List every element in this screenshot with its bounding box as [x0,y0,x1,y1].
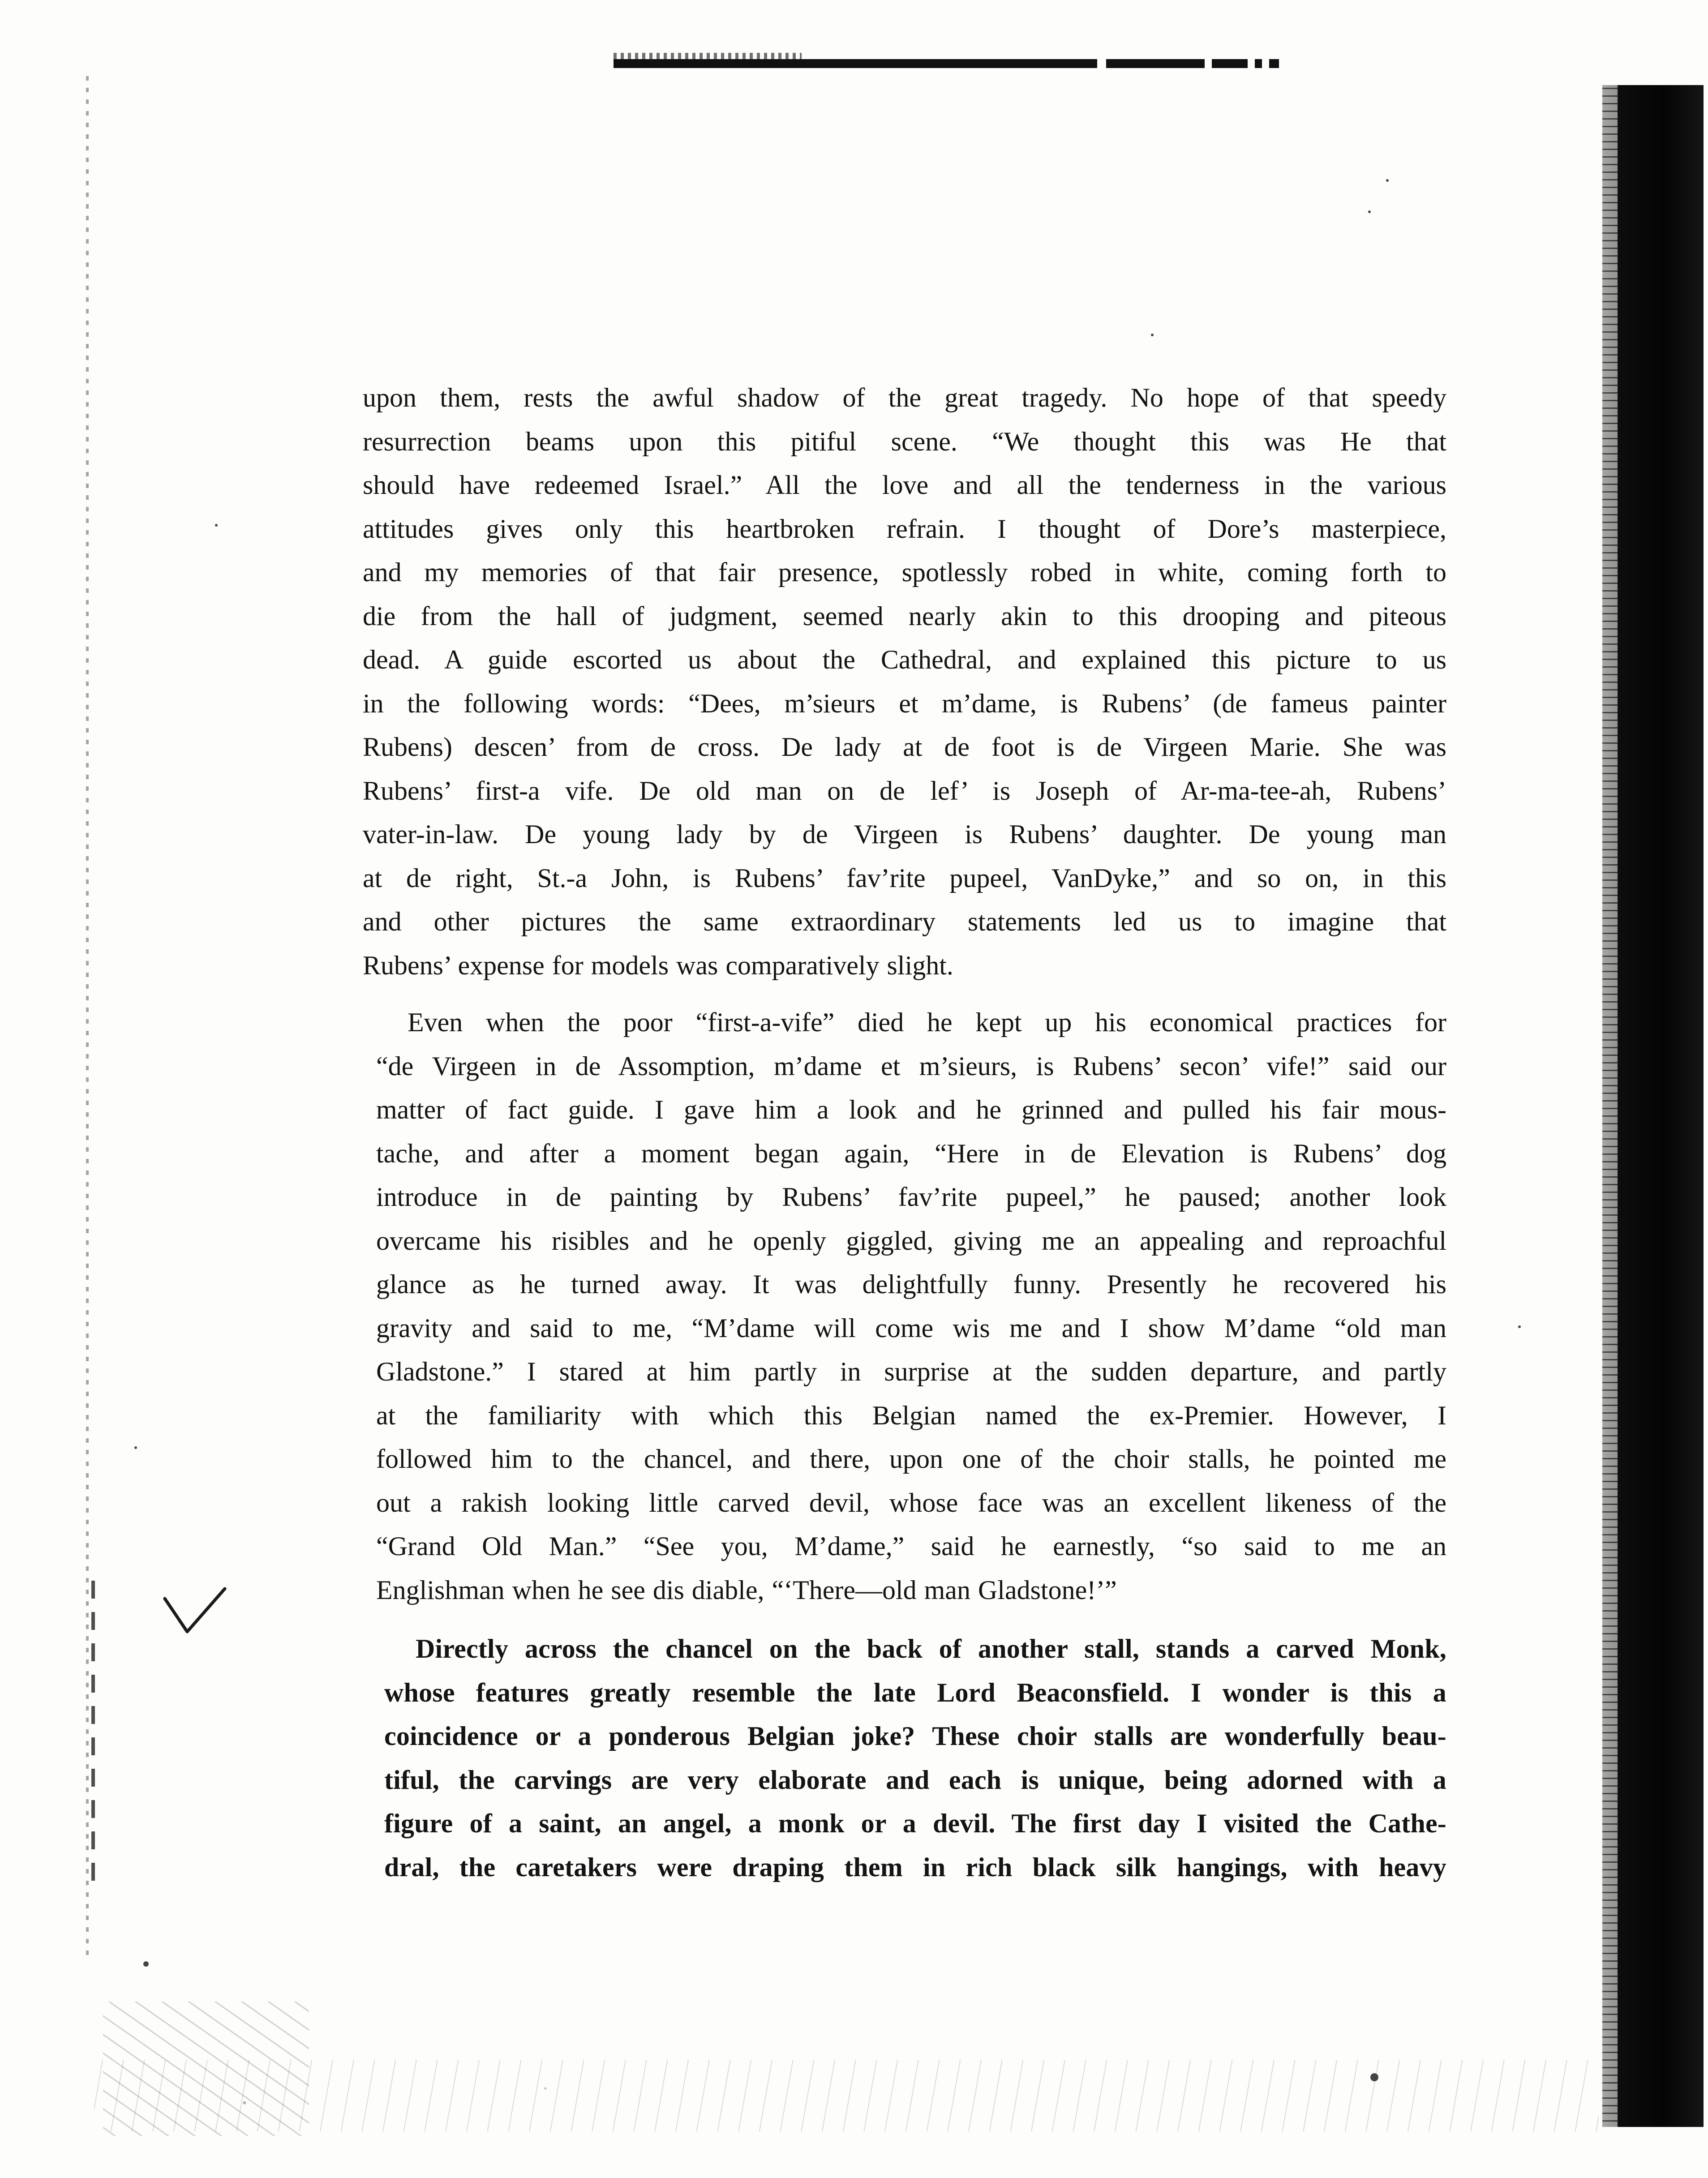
scan-speck [215,524,218,527]
text-line: tache, and after a moment began again, “Here in de Elevation is Rubens’ dog [376,1138,1446,1168]
text-line: at the familiarity with which this Belgian named the ex-Premier. However, I [376,1400,1446,1430]
text-line: attitudes gives only this heartbroken refrain. I thought of Dore’s masterpiece, [363,514,1446,544]
text-line: vater-in-law. De young lady by de Virgeen is Rubens’ daughter. De young man [363,819,1446,849]
text-line: dead. A guide escorted us about the Cathedral, and explained this picture to us [363,645,1446,674]
text-line: Gladstone.” I stared at him partly in surprise at the sudden departure, and partly [376,1357,1446,1386]
top-smudge-segment [1212,59,1248,68]
text-line: at de right, St.-a John, is Rubens’ fav’rite pupeel, VanDyke,” and so on, in this [363,863,1446,893]
scan-speck [143,1961,149,1967]
paragraph-1 [363,376,1446,987]
body-text [363,376,1446,1889]
scan-speck [1151,334,1154,336]
left-margin-scan-mark [91,1581,95,1894]
text-line: Rubens) descen’ from de cross. De lady at de foot is de Virgeen Marie. She was [363,732,1446,762]
text-line: should have redeemed Israel.” All the love and all the tenderness in the various [363,470,1446,500]
text-line: Rubens’ expense for models was comparatively slight. [363,950,953,980]
text-line: gravity and said to me, “M’dame will come wis me and I show M’dame “old man [376,1313,1446,1343]
bound-edge-shadow [1602,85,1704,2127]
bottom-scan-noise [94,2060,1599,2131]
text-line: resurrection beams upon this pitiful scene. “We thought this was He that [363,426,1446,456]
text-line: “Grand Old Man.” “See you, M’dame,” said he earnestly, “so said to me an [376,1531,1446,1561]
top-smudge-segment [1106,59,1205,68]
text-line: die from the hall of judgment, seemed nearly akin to this drooping and piteous [363,601,1446,631]
text-line: matter of fact guide. I gave him a look and he grinned and pulled his fair mous- [376,1095,1446,1124]
top-smudge-bar [614,53,1281,68]
text-line: tiful, the carvings are very elaborate and each is unique, being adorned with a [384,1765,1446,1795]
text-line: in the following words: “Dees, m’sieurs et m’dame, is Rubens’ (de fameus painter [363,688,1446,718]
scan-speck [1370,2073,1378,2081]
text-line: Englishman when he see dis diable, “‘There—old man Gladstone!’” [376,1575,1117,1605]
text-line: and my memories of that fair presence, spotlessly robed in white, coming forth to [363,557,1446,587]
text-line: whose features greatly resemble the late Lord Beaconsfield. I wonder is this a [384,1677,1446,1707]
scan-speck [1386,179,1389,182]
top-smudge-segment [614,59,1097,68]
text-line: Directly across the chancel on the back of another stall, stands a carved Monk, [416,1634,1446,1664]
scan-speck [1368,210,1371,213]
text-line: introduce in de painting by Rubens’ fav’rite pupeel,” he paused; another look [376,1182,1446,1212]
text-line: out a rakish looking little carved devil, whose face was an excellent likeness of the [376,1488,1446,1518]
scan-speck [134,1446,137,1449]
text-line: followed him to the chancel, and there, upon one of the choir stalls, he pointed me [376,1444,1446,1474]
text-line: Even when the poor “first-a-vife” died he kept up his economical practices for [408,1008,1446,1037]
text-line: coincidence or a ponderous Belgian joke? These choir stalls are wonderfully beau- [384,1721,1446,1751]
paragraph-2 [363,1001,1446,1612]
text-line: “de Virgeen in de Assomption, m’dame et m’sieurs, is Rubens’ secon’ vife!” said our [376,1051,1446,1081]
text-line: figure of a saint, an angel, a monk or a devil. The first day I visited the Cathe- [384,1809,1446,1838]
left-margin-scan-line [86,76,89,1957]
pencil-check-mark-icon [161,1585,228,1639]
scan-speck [1518,1325,1521,1328]
text-line: Rubens’ first-a vife. De old man on de lef’ is Joseph of Ar-ma-tee-ah, Rubens’ [363,776,1446,806]
text-line: and other pictures the same extraordinary statements led us to imagine that [363,907,1446,936]
top-smudge-segment [1255,59,1262,68]
text-line: upon them, rests the awful shadow of the great tragedy. No hope of that speedy [363,383,1446,412]
top-smudge-segment [1269,59,1279,68]
text-line: glance as he turned away. It was delightfully funny. Presently he recovered his [376,1269,1446,1299]
paragraph-3 [363,1627,1446,1889]
text-line: overcame his risibles and he openly giggled, giving me an appealing and reproachful [376,1226,1446,1256]
text-line: dral, the caretakers were draping them in rich black silk hangings, with heavy [384,1852,1446,1882]
